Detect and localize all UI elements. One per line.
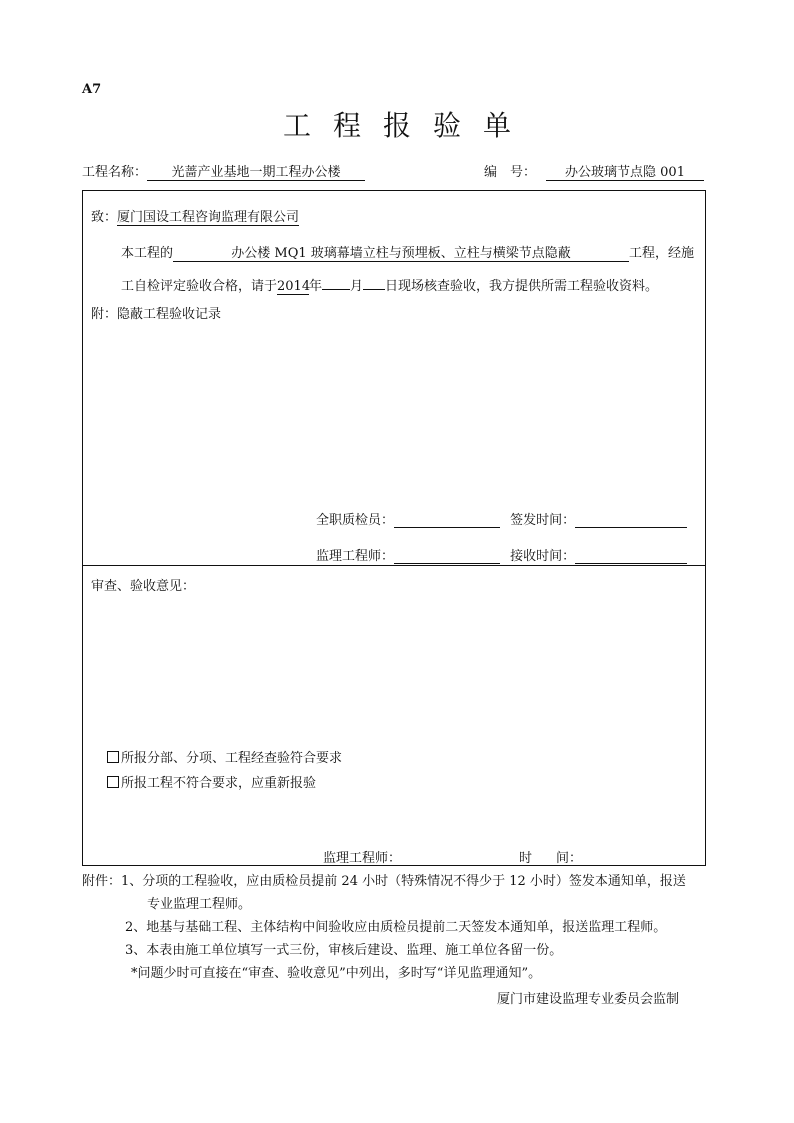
year-value: 2014 [277,279,311,294]
receive-time-label: 接收时间： [510,549,576,564]
form-code: A7 [82,82,102,97]
time-label-2: 间： [556,851,583,866]
year-unit: 年 [309,279,323,294]
review-engineer-signature-line [401,851,519,866]
line2-prefix: 工自检评定验收合格，请于 [121,279,278,294]
engineer-signature-line [394,549,500,564]
work-item-value: 办公楼 MQ1 玻璃幕墙立柱与预埋板、立柱与横梁节点隐蔽 [173,246,629,262]
time-label-1: 时 [519,851,533,866]
to-label: 致： [91,210,118,225]
issue-time-line [575,513,687,528]
note-1-line-2: 专业监理工程师。 [147,897,252,912]
note-1-text: 1、分项的工程验收，应由质检员提前 24 小时（特殊情况不得少于 12 小时）签发本通知单，报送 [121,874,686,889]
project-name-label: 工程名称： [82,165,148,180]
note-3: 3、本表由施工单位填写一式三份，审核后建设、监理、施工单位各留一份。 [125,943,563,958]
review-engineer-label: 监理工程师： [323,851,402,866]
line1-suffix: 工程，经施 [629,246,695,261]
checkbox-pass[interactable] [107,751,119,763]
checkbox-fail[interactable] [107,776,119,788]
attachment-note: 附：隐蔽工程验收记录 [91,307,222,322]
line1-prefix: 本工程的 [121,246,174,261]
review-engineer-row [323,847,666,866]
review-time-line [582,851,666,866]
receive-time-line [575,549,687,564]
recipient-name: 厦门国设工程咨询监理有限公司 [117,210,300,225]
page-title: 工程报验单 [282,109,533,142]
note-1-line-1 [82,870,686,889]
line2-suffix: 日现场核查验收，我方提供所需工程验收资料。 [385,279,659,294]
option-fail-row[interactable] [107,772,316,791]
day-blank [363,289,385,290]
review-opinion-label: 审查、验收意见： [91,579,196,594]
inspector-row [316,509,687,528]
report-form [82,190,706,866]
inspector-label: 全职质检员： [316,513,395,528]
engineer-label: 监理工程师： [316,549,395,564]
recipient-row [91,206,299,225]
number-value: 办公玻璃节点隐 001 [546,165,704,181]
number-row [484,161,704,181]
month-unit: 月 [350,279,364,294]
option-pass-label: 所报分部、分项、工程经查验符合要求 [121,751,343,766]
section-divider [83,565,705,566]
work-item-row [121,242,694,262]
engineer-row [316,545,687,564]
project-name-value: 光蔷产业基地一期工程办公楼 [147,165,365,181]
number-label: 编 号： [484,165,537,180]
notes-label: 附件： [82,874,122,889]
note-4: *问题少时可直接在“审查、验收意见”中列出，多时写“详见监理通知”。 [131,966,542,981]
inspection-date-row [121,275,658,295]
project-name-row [82,161,365,181]
issue-time-label: 签发时间： [510,513,576,528]
note-2: 2、地基与基础工程、主体结构中间验收应由质检员提前二天签发本通知单，报送监理工程师。 [125,920,667,935]
month-value [322,289,350,290]
footer-issuer: 厦门市建设监理专业委员会监制 [497,992,680,1007]
inspector-signature-line [394,513,500,528]
option-pass-row[interactable] [107,747,342,766]
option-fail-label: 所报工程不符合要求，应重新报验 [121,776,317,791]
